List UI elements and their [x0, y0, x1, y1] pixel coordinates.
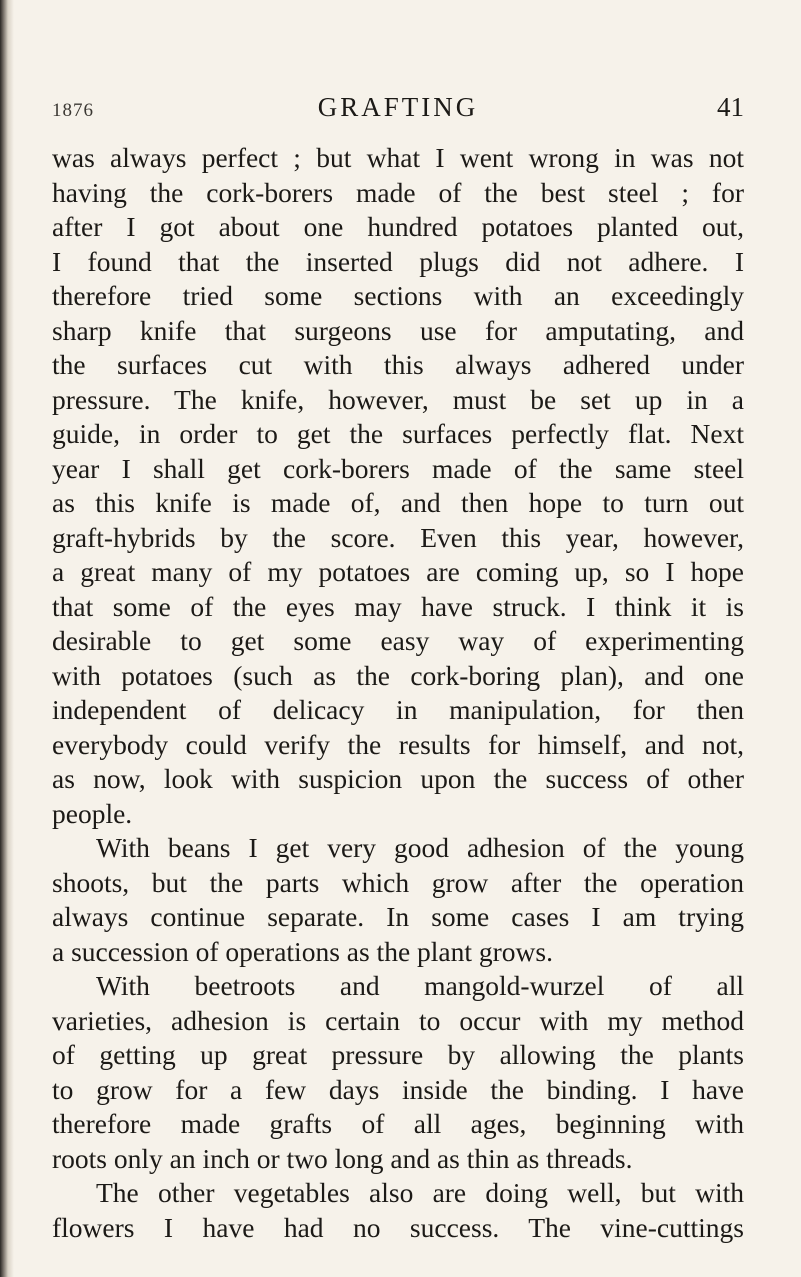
text-line: a succession of operations as the plant grows.	[52, 935, 553, 967]
text-line: pressure. The knife, however, must be set up in a	[52, 383, 744, 415]
text-line: I found that the inserted plugs did not adhere. I	[52, 245, 744, 277]
text-line: was always perfect ; but what I went wrong in was not	[52, 142, 744, 173]
text-line: that some of the eyes may have struck. I think it is	[52, 590, 744, 622]
text-line: desirable to get some easy way of experimenting	[52, 625, 744, 656]
text-line: the surfaces cut with this always adhered under	[52, 349, 744, 380]
text-line: of getting up great pressure by allowing the plants	[52, 1039, 744, 1070]
text-line: guide, in order to get the surfaces perfectly flat. Next	[52, 418, 744, 449]
page-number: 41	[717, 92, 744, 122]
text-line: with potatoes (such as the cork-boring plan), and one	[52, 659, 744, 691]
chapter-title: GRAFTING	[317, 92, 479, 122]
page-binding-edge	[0, 0, 14, 1277]
text-line: as this knife is made of, and then hope to turn out	[52, 487, 744, 518]
text-line: graft-hybrids by the score. Even this year, however,	[52, 521, 744, 553]
text-line: to grow for a few days inside the binding. I have	[52, 1073, 744, 1105]
text-line: always continue separate. In some cases I am trying	[52, 901, 744, 932]
text-line: a great many of my potatoes are coming up, so I hope	[52, 556, 744, 587]
paragraph	[52, 1176, 744, 1245]
paragraph	[52, 831, 744, 969]
running-header	[52, 92, 744, 132]
paragraph	[52, 141, 744, 831]
text-line: independent of delicacy in manipulation, for then	[52, 694, 744, 725]
text-line: shoots, but the parts which grow after the operation	[52, 866, 744, 898]
text-line: With beans I get very good adhesion of the young	[96, 832, 744, 863]
text-line: The other vegetables also are doing well, but with	[96, 1177, 744, 1208]
text-line: people.	[52, 797, 133, 829]
text-line: everybody could verify the results for himself, and not,	[52, 728, 744, 760]
text-line: as now, look with suspicion upon the success of other	[52, 763, 744, 794]
text-line: sharp knife that surgeons use for amputating, and	[52, 314, 744, 346]
text-line: With beetroots and mangold-wurzel of all	[96, 970, 744, 1001]
header-year: 1876	[52, 100, 94, 121]
text-line: varieties, adhesion is certain to occur with my method	[52, 1004, 744, 1036]
text-line: after I got about one hundred potatoes planted out,	[52, 211, 744, 242]
text-line: year I shall get cork-borers made of the same steel	[52, 452, 744, 484]
text-line: therefore tried some sections with an exceedingly	[52, 280, 744, 311]
text-line: therefore made grafts of all ages, beginning with	[52, 1108, 744, 1139]
body-text	[52, 141, 744, 1245]
text-line: roots only an inch or two long and as thin as threads.	[52, 1142, 633, 1174]
paragraph	[52, 969, 744, 1176]
text-line: having the cork-borers made of the best steel ; for	[52, 176, 744, 208]
text-line: flowers I have had no success. The vine-cuttings	[52, 1211, 744, 1243]
